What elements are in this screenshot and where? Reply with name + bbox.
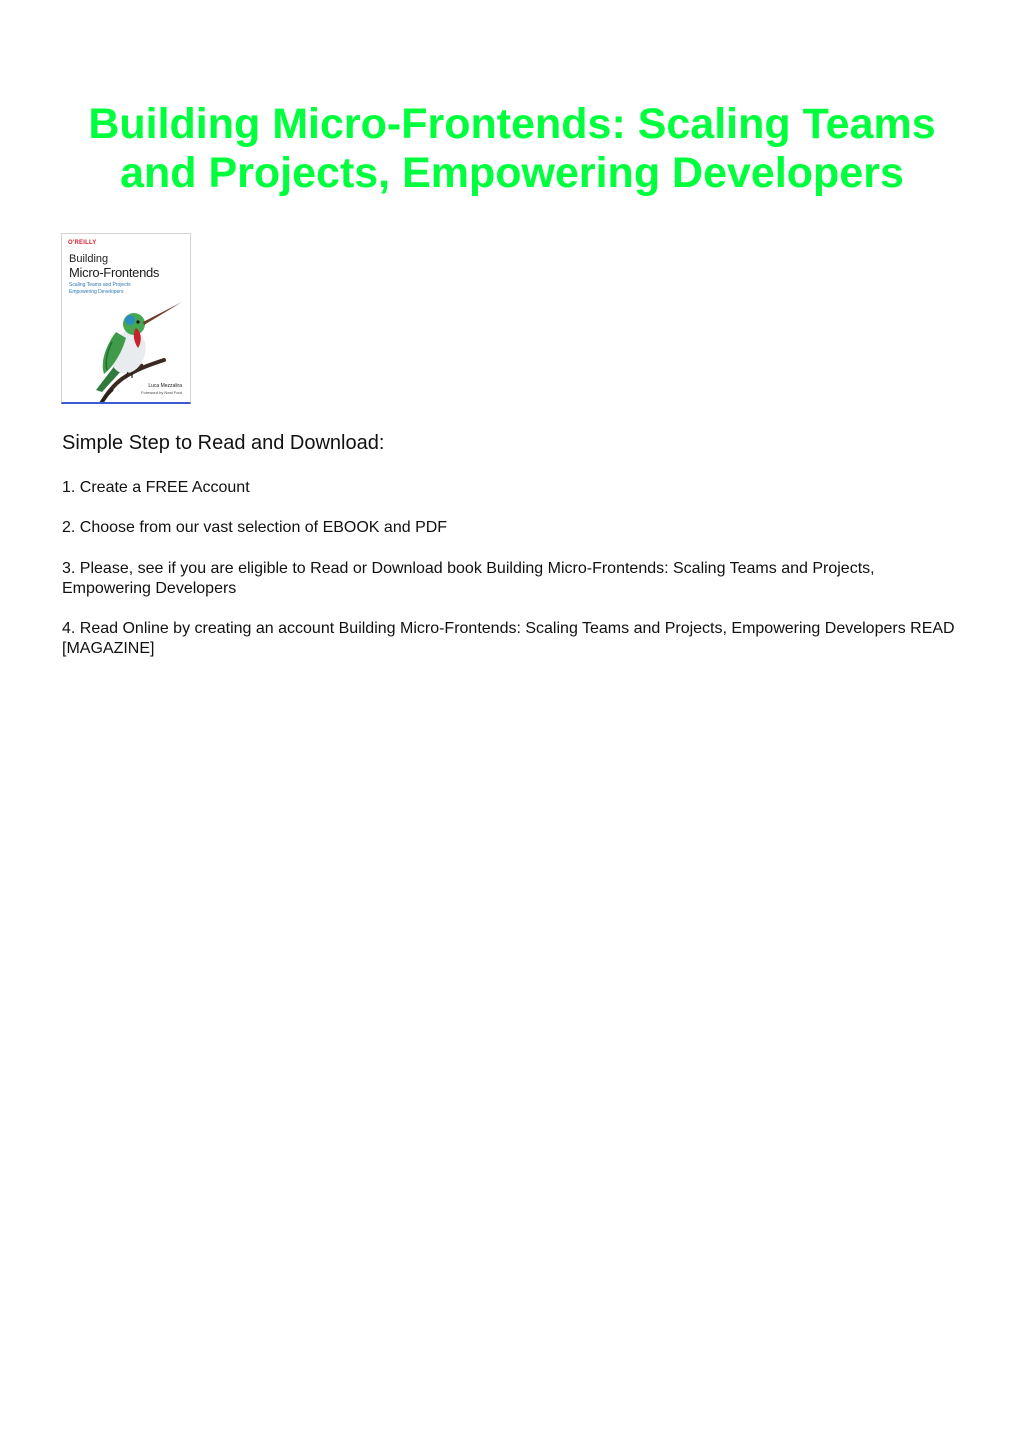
cover-title-line-1: Building [69,253,109,265]
cover-author: Luca Mezzalira [148,383,182,389]
step-1: 1. Create a FREE Account [62,479,250,496]
cover-publisher-logo: O'REILLY [68,240,97,246]
steps-heading: Simple Step to Read and Download: [62,432,385,454]
cover-subtitle-line-2: Empowering Developers [69,289,124,295]
step-4: 4. Read Online by creating an account Building Micro-Frontends: Scaling Teams and Projects, Empowering Developers READ [MAGAZINE] [62,620,955,657]
book-cover-image[interactable] [61,233,191,404]
cover-foreword: Foreword by Neal Ford [141,390,182,395]
step-2: 2. Choose from our vast selection of EBOOK and PDF [62,519,448,536]
page-title-line-1: Building Micro-Frontends: Scaling Teams [88,100,936,148]
cover-title-line-2: Micro-Frontends [69,265,160,280]
step-3: 3. Please, see if you are eligible to Read or Download book Building Micro-Frontends: Scaling Teams and Projects, Empowering Developers [62,560,875,597]
cover-subtitle-line-1: Scaling Teams and Projects [69,282,131,288]
page-title-line-2: and Projects, Empowering Developers [120,149,904,197]
page-title [0,100,1024,198]
